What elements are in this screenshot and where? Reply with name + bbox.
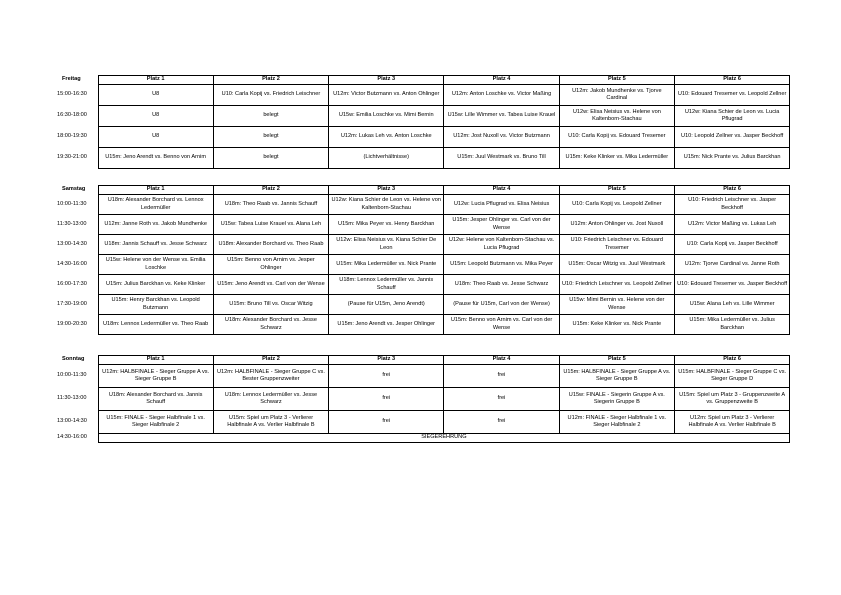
- table-row: [57, 315, 790, 335]
- match-cell: U12m: Janne Roth vs. Jakob Mundhenke: [98, 215, 213, 235]
- match-cell: U18m: Theo Raab vs. Jannis Schauff: [213, 195, 328, 215]
- match-cell: U15m: Juul Westmark vs. Bruno Till: [444, 148, 559, 169]
- table-header-row: [57, 356, 790, 365]
- match-cell: (Lichtverhältnisse): [329, 148, 444, 169]
- time-slot: 18:00-19:30: [57, 133, 87, 140]
- match-cell: frei: [444, 388, 559, 411]
- match-cell: U12w: Elisa Neisius vs. Kiana Schier De Leon: [329, 235, 444, 255]
- match-cell: U15m: Henry Barckhan vs. Leopold Butzmann: [98, 295, 213, 315]
- match-cell: U10: Friedrich Leischner vs. Leopold Zellner: [559, 275, 674, 295]
- column-header: Platz 3: [329, 76, 444, 85]
- match-cell: U15w: Tabea Luise Krauel vs. Alana Leh: [213, 215, 328, 235]
- column-header: Platz 6: [674, 76, 789, 85]
- time-slot: 10:00-11:30: [57, 200, 87, 207]
- table-row: [57, 295, 790, 315]
- match-cell: U15w: Mimi Bernin vs. Helene von der Wense: [559, 295, 674, 315]
- match-cell: U15w: FINALE - Siegerin Gruppe A vs. Siegerin Gruppe B: [559, 388, 674, 411]
- day-label: Freitag: [62, 76, 81, 83]
- match-cell: U12w: Helene von Kaltenborn-Stachau vs. Lucia Pflugrad: [444, 235, 559, 255]
- time-slot: 14:30-16:00: [57, 434, 87, 441]
- match-cell: U15m: Bruno Till vs. Oscar Witzig: [213, 295, 328, 315]
- match-cell: U12m: Victor Butzmann vs. Anton Ohlinger: [329, 85, 444, 106]
- match-cell: U15m: Benno von Arnim vs. Carl von der Wense: [444, 315, 559, 335]
- match-cell: U15m: Keke Klinker vs. Mika Ledermüller: [559, 148, 674, 169]
- column-header: Platz 1: [98, 76, 213, 85]
- time-slot: 19:30-21:00: [57, 154, 87, 161]
- match-cell: (Pause für U15m, Jeno Arendt): [329, 295, 444, 315]
- match-cell: U12m: FINALE - Sieger Halbfinale 1 vs. Sieger Halbfinale 2: [559, 411, 674, 434]
- table-row: [57, 215, 790, 235]
- match-cell: U15w: Helene von der Wense vs. Emilia Loschke: [98, 255, 213, 275]
- column-header: Platz 3: [329, 186, 444, 195]
- table-header-row: [57, 186, 790, 195]
- sunday-block: [57, 355, 790, 443]
- match-cell: frei: [444, 411, 559, 434]
- time-slot: 13:00-14:30: [57, 240, 87, 247]
- match-cell: U15m: Jeno Arendt vs. Carl von der Wense: [213, 275, 328, 295]
- match-cell: U12m: Tjorve Cardinal vs. Janne Roth: [674, 255, 789, 275]
- match-cell: U12w: Kiana Schier de Leon vs. Lucia Pflugrad: [674, 106, 789, 127]
- column-header: Platz 6: [674, 356, 789, 365]
- match-cell: U15m: Mika Ledermüller vs. Julius Barckhan: [674, 315, 789, 335]
- time-slot: 15:00-16:30: [57, 91, 87, 98]
- match-cell: U12w: Kiana Schier de Leon vs. Helene von Kaltenborn-Stachau: [329, 195, 444, 215]
- match-cell: U12m: Spiel um Platz 3 - Verlierer Halbfinale A vs. Verlier Halbfinale B: [674, 411, 789, 434]
- column-header: Platz 3: [329, 356, 444, 365]
- match-cell: belegt: [213, 106, 328, 127]
- column-header: Platz 2: [213, 186, 328, 195]
- match-cell: U18m: Alexander Borchard vs. Jesse Schwarz: [213, 315, 328, 335]
- column-header: Platz 5: [559, 186, 674, 195]
- match-cell: U15w: Alana Leh vs. Lille Wimmer: [674, 295, 789, 315]
- match-cell: frei: [444, 365, 559, 388]
- table-row: [57, 411, 790, 434]
- match-cell: frei: [329, 388, 444, 411]
- match-cell: U15m: Spiel um Platz 3 - Gruppenzweite A vs. Gruppenzweite B: [674, 388, 789, 411]
- match-cell: U15m: Nick Prante vs. Julius Barckhan: [674, 148, 789, 169]
- time-slot: 19:00-20:30: [57, 320, 87, 327]
- time-slot: 11:30-13:00: [57, 220, 87, 227]
- match-cell: U15m: Jeno Arendt vs. Benno von Arnim: [98, 148, 213, 169]
- match-cell: U18m: Theo Raab vs. Jesse Schwarz: [444, 275, 559, 295]
- day-label: Sonntag: [62, 356, 85, 363]
- saturday-block: [57, 185, 790, 335]
- match-cell: U12m: Lukas Leh vs. Anton Loschke: [329, 127, 444, 148]
- column-header: Platz 1: [98, 186, 213, 195]
- match-cell: U15m: FINALE - Sieger Halbfinale 1 vs. Sieger Halbfinale 2: [98, 411, 213, 434]
- match-cell: U18m: Jannis Schauff vs. Jesse Schwarz: [98, 235, 213, 255]
- match-cell: U15m: Jeno Arendt vs. Jesper Ohlinger: [329, 315, 444, 335]
- friday-table: [57, 75, 790, 169]
- match-cell: U12m: Anton Loschke vs. Victor Maßing: [444, 85, 559, 106]
- table-row: [57, 148, 790, 169]
- match-cell: U15m: Keke Klinker vs. Nick Prante: [559, 315, 674, 335]
- column-header: Platz 2: [213, 76, 328, 85]
- sunday-table: [57, 355, 790, 443]
- match-cell: U15m: Mika Ledermüller vs. Nick Prante: [329, 255, 444, 275]
- time-slot: 10:00-11:30: [57, 372, 87, 379]
- match-cell: U10: Edouard Tresemer vs. Leopold Zellner: [674, 85, 789, 106]
- day-label: Samstag: [62, 186, 86, 193]
- column-header: Platz 5: [559, 76, 674, 85]
- match-cell: U12m: Jost Nuxoll vs. Victor Butzmann: [444, 127, 559, 148]
- column-header: Platz 1: [98, 356, 213, 365]
- ceremony-cell: SIEGEREHRUNG: [98, 434, 790, 443]
- match-cell: frei: [329, 365, 444, 388]
- match-cell: U8: [98, 85, 213, 106]
- column-header: Platz 6: [674, 186, 789, 195]
- match-cell: U18m: Alexander Borchard vs. Theo Raab: [213, 235, 328, 255]
- match-cell: U15m: Jesper Ohlinger vs. Carl von der Wense: [444, 215, 559, 235]
- match-cell: U15m: Mika Peyer vs. Henry Barckhan: [329, 215, 444, 235]
- match-cell: U15w: Lille Wimmer vs. Tabea Luise Krauel: [444, 106, 559, 127]
- match-cell: U10: Carla Kopij vs. Jasper Beckhoff: [674, 235, 789, 255]
- match-cell: U10: Friedrich Leischner vs. Jasper Beckhoff: [674, 195, 789, 215]
- match-cell: U15m: Julius Barckhan vs. Keke Klinker: [98, 275, 213, 295]
- match-cell: U10: Edouard Tresemer vs. Jasper Beckhoff: [674, 275, 789, 295]
- match-cell: U10: Leopold Zellner vs. Jasper Beckhoff: [674, 127, 789, 148]
- match-cell: U10: Carla Kopij vs. Edouard Tresemer: [559, 127, 674, 148]
- match-cell: U12m: Anton Ohlinger vs. Jost Nuxoll: [559, 215, 674, 235]
- column-header: Platz 5: [559, 356, 674, 365]
- table-header-row: [57, 76, 790, 85]
- match-cell: U12m: Jakob Mundhenke vs. Tjorve Cardinal: [559, 85, 674, 106]
- time-slot: 13:00-14:30: [57, 418, 87, 425]
- match-cell: U10: Friedrich Leischner vs. Edouard Tresemer: [559, 235, 674, 255]
- match-cell: U18m: Alexander Borchard vs. Lennox Ledermüller: [98, 195, 213, 215]
- table-row: [57, 388, 790, 411]
- table-row: [57, 195, 790, 215]
- match-cell: belegt: [213, 127, 328, 148]
- time-slot: 17:30-19:00: [57, 300, 87, 307]
- column-header: Platz 4: [444, 76, 559, 85]
- table-row: [57, 255, 790, 275]
- match-cell: (Pause für U15m, Carl von der Wense): [444, 295, 559, 315]
- match-cell: U15m: Benno von Arnim vs. Jesper Ohlinger: [213, 255, 328, 275]
- match-cell: U12w: Lucia Pflugrad vs. Elisa Neisius: [444, 195, 559, 215]
- match-cell: U18m: Lennox Ledermüller vs. Theo Raab: [98, 315, 213, 335]
- time-slot: 16:00-17:30: [57, 280, 87, 287]
- table-row: [57, 106, 790, 127]
- match-cell: U18m: Lennox Ledermüller vs. Jannis Schauff: [329, 275, 444, 295]
- table-row: [57, 127, 790, 148]
- table-row: [57, 85, 790, 106]
- match-cell: U12m: HALBFINALE - Sieger Gruppe C vs. Bester Gruppenzweiter: [213, 365, 328, 388]
- saturday-table: [57, 185, 790, 335]
- match-cell: U12w: Elisa Neisius vs. Helene von Kaltenborn-Stachau: [559, 106, 674, 127]
- friday-block: [57, 75, 790, 169]
- match-cell: U15m: Oscar Witzig vs. Juul Westmark: [559, 255, 674, 275]
- match-cell: U15m: HALBFINALE - Sieger Gruppe C vs. Sieger Gruppe D: [674, 365, 789, 388]
- match-cell: U10: Carla Kopij vs. Friedrich Leischner: [213, 85, 328, 106]
- match-cell: belegt: [213, 148, 328, 169]
- table-row: [57, 275, 790, 295]
- match-cell: U15m: HALBFINALE - Sieger Gruppe A vs. Sieger Gruppe B: [559, 365, 674, 388]
- match-cell: frei: [329, 411, 444, 434]
- table-row: [57, 235, 790, 255]
- match-cell: U12m: Victor Maßing vs. Lukas Leh: [674, 215, 789, 235]
- match-cell: U8: [98, 127, 213, 148]
- time-slot: 11:30-13:00: [57, 395, 87, 402]
- time-slot: 14:30-16:00: [57, 260, 87, 267]
- table-row: [57, 365, 790, 388]
- time-slot: 16:30-18:00: [57, 112, 87, 119]
- match-cell: U18m: Alexander Borchard vs. Jannis Schauff: [98, 388, 213, 411]
- column-header: Platz 4: [444, 186, 559, 195]
- ceremony-row: [57, 434, 790, 443]
- match-cell: U18m: Lennox Ledermüller vs. Jesse Schwarz: [213, 388, 328, 411]
- match-cell: U15m: Leopold Butzmann vs. Mika Peyer: [444, 255, 559, 275]
- match-cell: U10: Carla Kopij vs. Leopold Zellner: [559, 195, 674, 215]
- column-header: Platz 2: [213, 356, 328, 365]
- match-cell: U15m: Spiel um Platz 3 - Verlierer Halbfinale A vs. Verlier Halbfinale B: [213, 411, 328, 434]
- column-header: Platz 4: [444, 356, 559, 365]
- match-cell: U8: [98, 106, 213, 127]
- match-cell: U15w: Emilia Loschke vs. Mimi Bernin: [329, 106, 444, 127]
- match-cell: U12m: HALBFINALE - Sieger Gruppe A vs. Sieger Gruppe B: [98, 365, 213, 388]
